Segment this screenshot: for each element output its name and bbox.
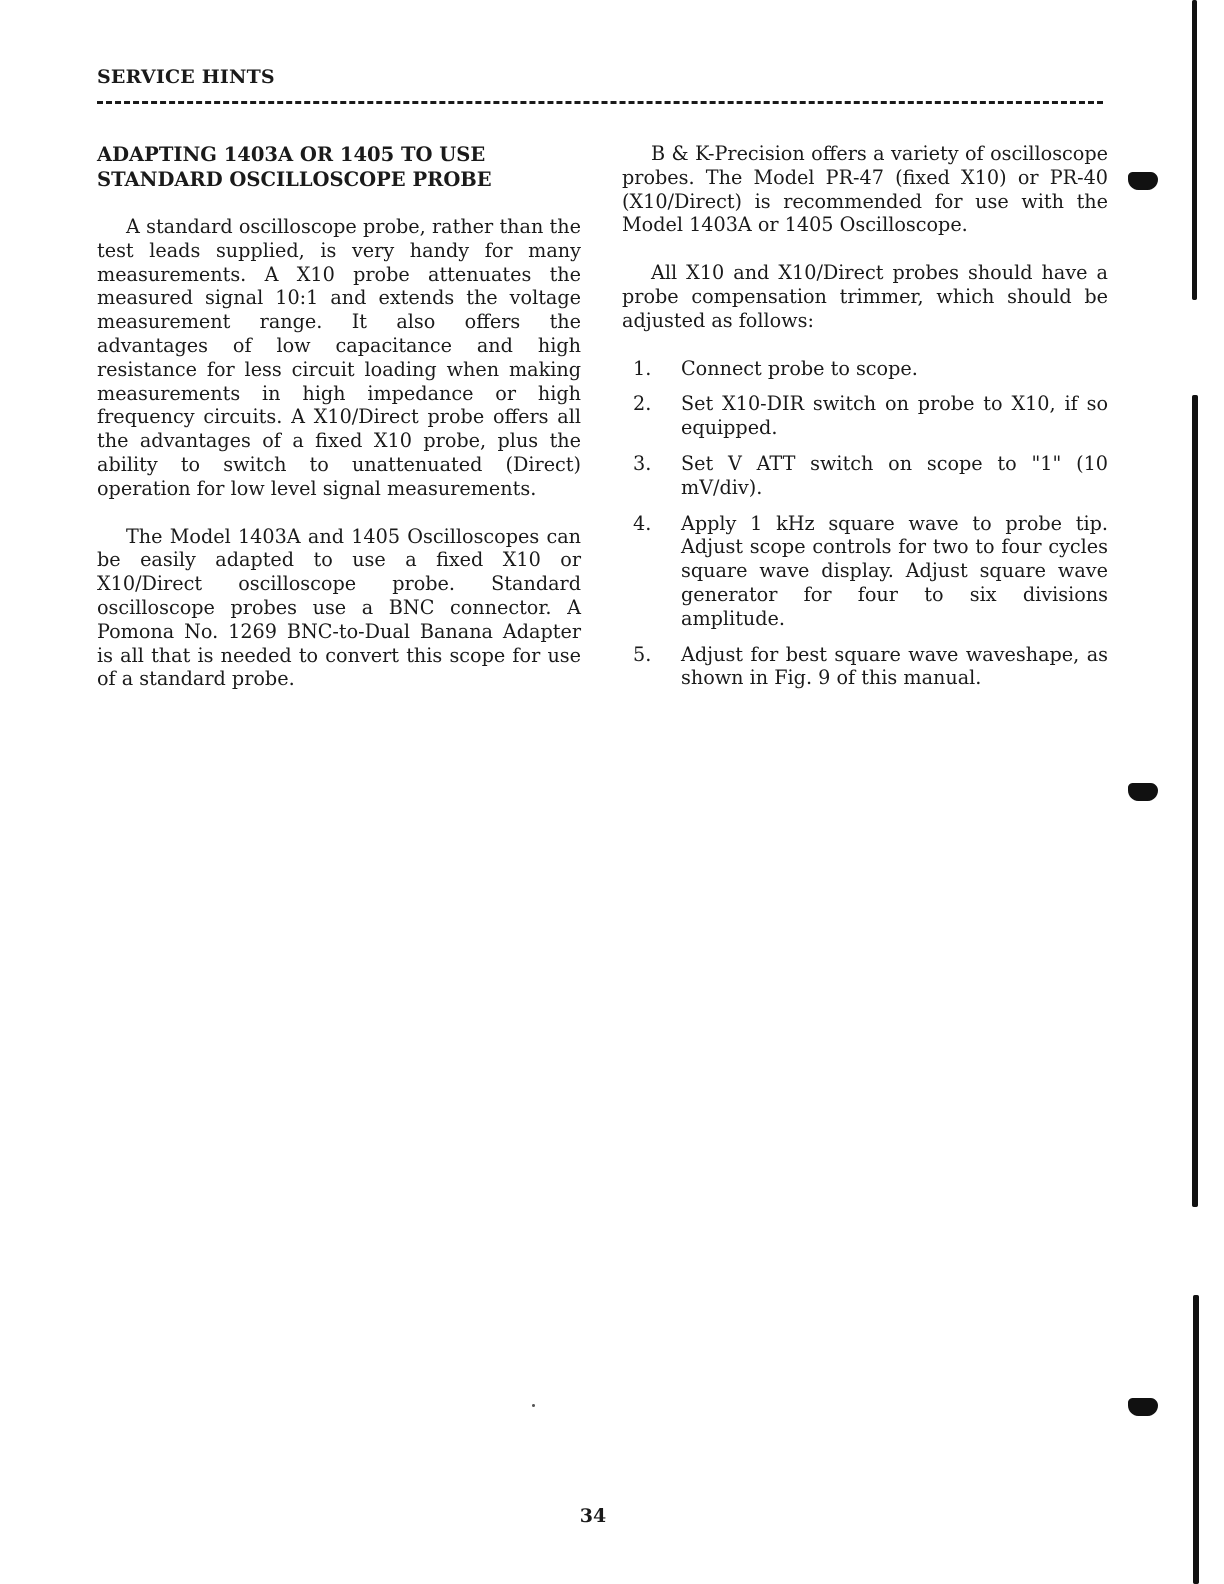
binder-edge-mark [1192, 395, 1198, 1207]
scan-speck [532, 1404, 535, 1407]
step-number: 1. [633, 356, 652, 380]
step-text: Set V ATT switch on scope to "1" (10 mV/div). [681, 451, 1108, 499]
page-number: 34 [579, 1505, 607, 1527]
binder-edge-mark [1192, 0, 1197, 300]
right-column [622, 142, 1108, 702]
step-text: Apply 1 kHz square wave to probe tip. Adjust scope controls for two to four cycles square wave display. Adjust square wave generator for four to six divisions amplitude. [681, 511, 1108, 630]
step-number: 5. [633, 642, 652, 666]
step-text: Set X10-DIR switch on probe to X10, if so equipped. [681, 392, 1108, 440]
list-item [622, 452, 1108, 500]
step-number: 4. [633, 511, 652, 535]
adjustment-steps [622, 357, 1108, 691]
step-text: Connect probe to scope. [681, 356, 918, 380]
step-text: Adjust for best square wave waveshape, as shown in Fig. 9 of this manual. [681, 642, 1108, 690]
list-item [622, 392, 1108, 440]
left-paragraph-2: The Model 1403A and 1405 Oscilloscopes can be easily adapted to use a fixed X10 or X10/Direct oscilloscope probe. Standard oscilloscope probes use a BNC connector. A Pomona No. 1269 BNC-to-Dual Banana Adapter is all that is needed to convert this scope for use of a standard probe. [97, 524, 581, 691]
heading-line-1: ADAPTING 1403A OR 1405 TO USE [97, 143, 486, 166]
list-item [622, 643, 1108, 691]
step-number: 2. [633, 392, 652, 416]
left-paragraph-1: A standard oscilloscope probe, rather than the test leads supplied, is very handy for many measurements. A X10 probe attenuates the measured signal 10:1 and extends the voltage measurement range. It also offers the advantages of low capacitance and high resistance for less circuit loading when making measurements in high impedance or high frequency circuits. A X10/Direct probe offers all the advantages of a fixed X10 probe, plus the ability to switch to unattenuated (Direct) operation for low level signal measurements. [97, 215, 581, 500]
article-heading [97, 142, 517, 192]
punch-hole-mark [1128, 783, 1158, 801]
binder-edge-mark [1193, 1295, 1199, 1584]
right-paragraph-1: B & K-Precision offers a variety of oscilloscope probes. The Model PR-47 (fixed X10) or PR-40 (X10/Direct) is recommended for use with the Model 1403A or 1405 Oscilloscope. [622, 142, 1108, 237]
heading-line-2: STANDARD OSCILLOSCOPE PROBE [97, 168, 492, 191]
right-paragraph-2: All X10 and X10/Direct probes should have a probe compensation trimmer, which should be adjusted as follows: [622, 261, 1108, 332]
section-label: SERVICE HINTS [97, 66, 275, 88]
punch-hole-mark [1128, 172, 1158, 190]
dashed-divider [97, 101, 1103, 104]
left-column [97, 142, 581, 715]
list-item [622, 357, 1108, 381]
list-item [622, 512, 1108, 631]
punch-hole-mark [1128, 1398, 1158, 1416]
step-number: 3. [633, 451, 652, 475]
